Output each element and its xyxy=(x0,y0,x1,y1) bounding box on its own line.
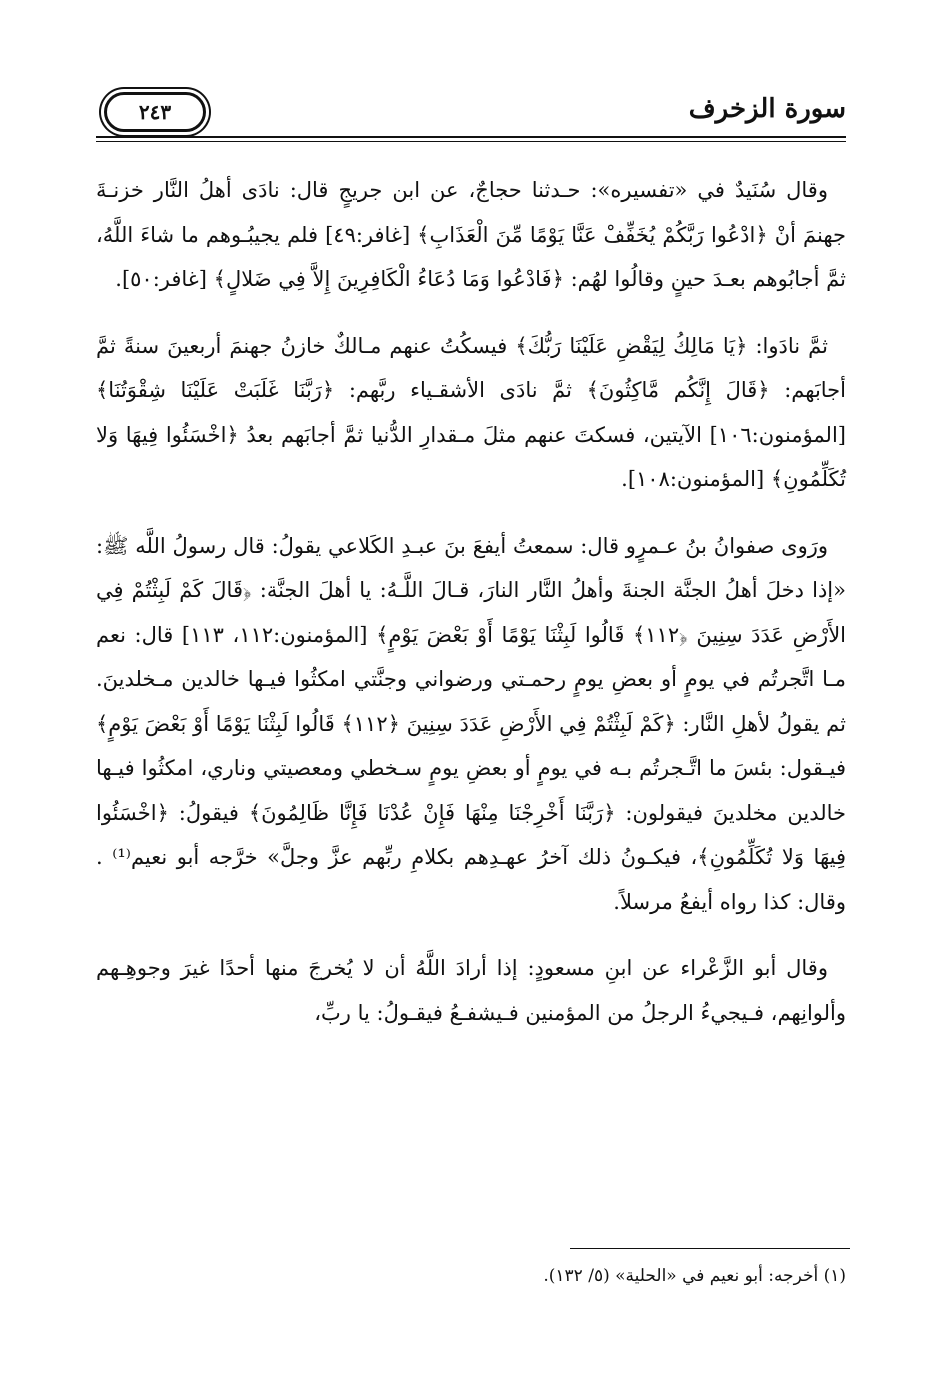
footnote: (١) أخرجه: أبو نعيم في «الحلية» (٥/ ١٣٢). xyxy=(543,1266,846,1286)
footnote-divider xyxy=(570,1248,850,1249)
paragraph-safwan: ورَوى صفوانُ بنُ عـمرٍو قال: سمعتُ أيفعَ بنَ عبـدِ الكَلاعي يقولُ: قال رسولُ اللَّه ﷺ: «إذا دخلَ أهلُ الجنَّة الجنةَ وأهلُ النَّار النارَ، قـالَ اللَّـهُ: يا أهلَ الجنَّة: ﴿قَالَ كَمْ لَبِثْتُمْ فِي الأَرْضِ عَدَدَ سِنِينَ ﴿١١٢﴾ قَالُوا لَبِثْنَا يَوْمًا أَوْ بَعْضَ يَوْمٍ﴾ [المؤمنون:١١٢، ١١٣] قال: نعم مـا اتَّجرتُم في يومٍ أو بعضِ يومٍ رحمـتي ورضواني وجنَّتي امكثُوا فيـها خالدين مـخلدينَ. ثم يقولُ لأهلِ النَّار: ﴿كَمْ لَبِثْتُمْ فِي الأَرْضِ عَدَدَ سِنِينَ ﴿١١٢﴾ قَالُوا لَبِثْنَا يَوْمًا أَوْ بَعْضَ يَوْمٍ﴾ فيـقول: بئسَ ما اتَّـجرتُم بـه في يومٍ أو بعضِ يومٍ سـخطي ومعصيتي وناري، امكثُوا فيـها خالدين مخلدينَ فيقولون: ﴿رَبَّنَا أَخْرِجْنَا مِنْهَا فَإِنْ عُدْنَا فَإِنَّا ظَالِمُونَ﴾ فيقولُ: ﴿اخْسَئُوا فِيهَا وَلا تُكَلِّمُونِ﴾، فيكـونُ ذلك آخرُ عهـدِهم بكلامِ ربِّهم عزَّ وجلَّ» خرَّجه أبو نعيم⁽¹⁾ . وقال: كذا رواه أيفعُ مرسلاً. xyxy=(96,533,847,914)
page-header xyxy=(96,86,846,146)
page-body xyxy=(96,168,846,1035)
paragraph-ibn-masud: وقال أبو الزَّعْراء عن ابنِ مسعودٍ: إذا أرادَ اللَّهُ أن لا يُخرجَ منها أحدًا غيرَ وجوهِـهم وألوانِهم، فـيجيءُ الرجلُ من المؤمنين فـيشفـعُ فيقـولُ: يا ربِّ، xyxy=(96,956,846,1025)
header-rule xyxy=(96,136,846,138)
paragraph-malik: ثمَّ نادَوا: ﴿يَا مَالِكُ لِيَقْضِ عَلَيْنَا رَبُّكَ﴾ فيسكُتُ عنهم مـالكٌ خازنُ جهنمَ أربعينَ سنةً ثمَّ أجابَهم: ﴿قَالَ إِنَّكُم مَّاكِثُونَ﴾ ثمَّ نادَى الأشقـياء ربَّهم: ﴿رَبَّنَا غَلَبَتْ عَلَيْنَا شِقْوَتُنَا﴾ [المؤمنون:١٠٦] الآيتين، فسكتَ عنهم مثلَ مـقدارِ الدُّنيا ثمَّ أجابَهم بعدُ ﴿اخْسَئُوا فِيهَا وَلا تُكَلِّمُونِ﴾ [المؤمنون:١٠٨]. xyxy=(96,333,847,491)
page-number: ٢٤٣ xyxy=(138,100,172,124)
header-rule-thin xyxy=(96,141,846,142)
paragraph-sunaid: وقال سُنَيدٌ في «تفسيره»: حـدثنا حجاجٌ، عن ابن جريجٍ قال: نادَى أهلُ النَّار خزنـةَ جهنمَ أنْ ﴿ادْعُوا رَبَّكُمْ يُخَفِّفْ عَنَّا يَوْمًا مِّنَ الْعَذَابِ﴾ [غافر:٤٩] فلم يجيبُـوهم ما شاءَ اللَّهُ، ثمَّ أجابُوهم بعـدَ حينٍ وقالُوا لهُم: ﴿فَادْعُوا وَمَا دُعَاءُ الْكَافِرِينَ إِلاَّ فِي ضَلالٍ﴾ [غافر:٥٠]. xyxy=(96,178,846,291)
surah-title: سورة الزخرف xyxy=(688,94,846,124)
page-number-badge xyxy=(104,92,206,132)
